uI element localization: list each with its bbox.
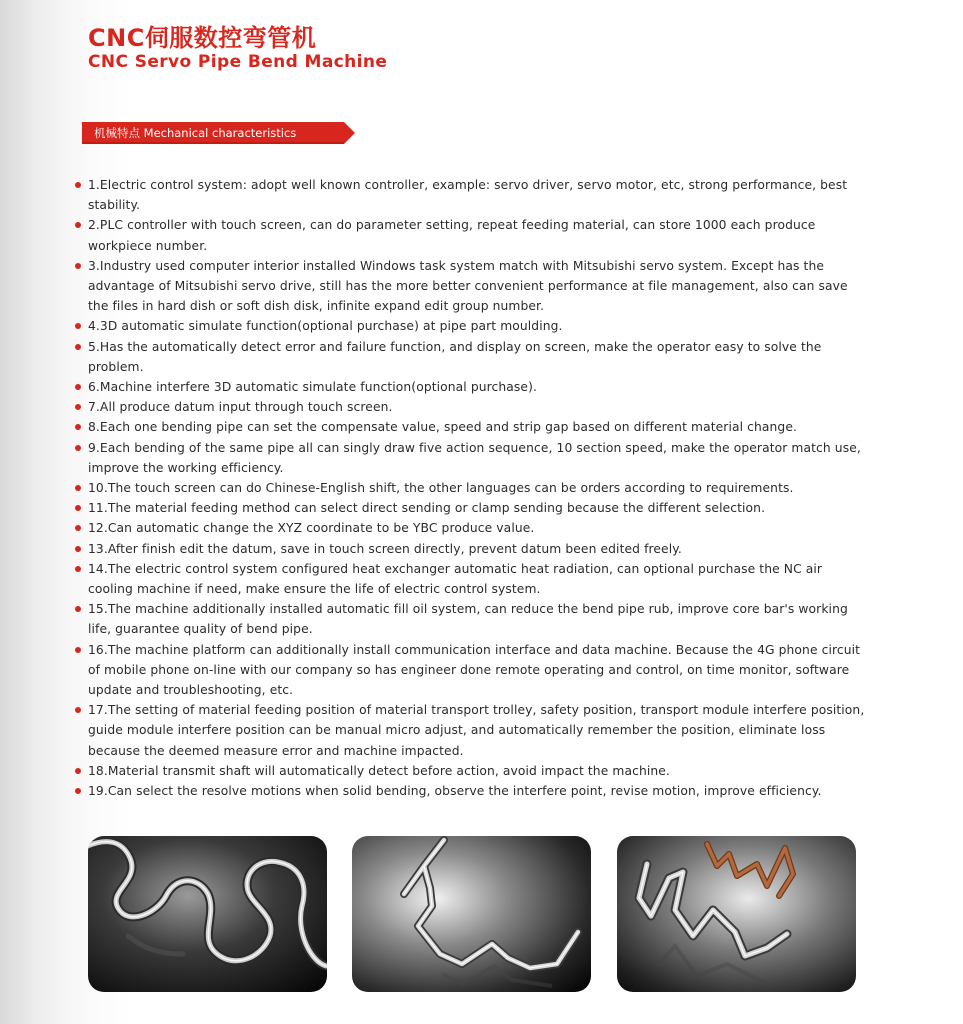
product-photo-1 <box>88 836 327 992</box>
feature-item <box>75 599 865 639</box>
feature-item <box>75 761 865 781</box>
product-photo-3 <box>617 836 856 992</box>
feature-item <box>75 640 865 701</box>
feature-text: 4.3D automatic simulate function(optional purchase) at pipe part moulding. <box>88 319 563 334</box>
feature-item <box>75 478 865 498</box>
bullet-icon <box>75 566 81 572</box>
bullet-icon <box>75 182 81 188</box>
feature-item <box>75 518 865 538</box>
section-heading: 机械特点 Mechanical characteristics <box>94 126 297 140</box>
bullet-icon <box>75 768 81 774</box>
product-photo-2 <box>352 836 591 992</box>
bullet-icon <box>75 525 81 531</box>
feature-item <box>75 397 865 417</box>
feature-item <box>75 215 865 255</box>
feature-text: 6.Machine interfere 3D automatic simulate function(optional purchase). <box>88 380 537 395</box>
bent-pipe-image <box>88 836 327 992</box>
feature-item <box>75 377 865 397</box>
feature-list <box>75 175 865 801</box>
bullet-icon <box>75 707 81 713</box>
feature-text: 13.After finish edit the datum, save in touch screen directly, prevent datum been edited freely. <box>88 541 682 556</box>
feature-item <box>75 256 865 317</box>
feature-text: 19.Can select the resolve motions when solid bending, observe the interfere point, revise motion, improve efficiency. <box>88 784 822 799</box>
feature-item <box>75 316 865 336</box>
bullet-icon <box>75 384 81 390</box>
bullet-icon <box>75 505 81 511</box>
feature-text: 3.Industry used computer interior installed Windows task system match with Mitsubishi servo system. Except has the advantage of Mitsubishi servo drive, still has the more better convenient performance at file management, also can save the files in hard dish or soft dish disk, infinite expand edit group number. <box>88 258 848 314</box>
bullet-icon <box>75 263 81 269</box>
feature-text: 5.Has the automatically detect error and failure function, and display on screen, make the operator easy to solve the problem. <box>88 339 822 374</box>
feature-item <box>75 337 865 377</box>
bullet-icon <box>75 404 81 410</box>
feature-item <box>75 417 865 437</box>
bullet-icon <box>75 323 81 329</box>
bullet-icon <box>75 222 81 228</box>
feature-item <box>75 438 865 478</box>
feature-item <box>75 498 865 518</box>
bullet-icon <box>75 344 81 350</box>
bullet-icon <box>75 788 81 794</box>
feature-text: 12.Can automatic change the XYZ coordinate to be YBC produce value. <box>88 521 535 536</box>
feature-text: 8.Each one bending pipe can set the compensate value, speed and strip gap based on different material change. <box>88 420 797 435</box>
feature-text: 2.PLC controller with touch screen, can do parameter setting, repeat feeding material, can store 1000 each produce workpiece number. <box>88 218 816 253</box>
feature-text: 17.The setting of material feeding position of material transport trolley, safety position, transport module interfere position, guide module interfere position can be manual micro adjust, and automatically remember the position, eliminate loss because the deemed measure error and machine impacted. <box>88 703 865 758</box>
feature-text: 9.Each bending of the same pipe all can singly draw five action sequence, 10 section speed, make the operator match use, improve the working efficiency. <box>88 440 861 475</box>
feature-text: 18.Material transmit shaft will automatically detect before action, avoid impact the machine. <box>88 763 670 778</box>
feature-text: 14.The electric control system configured heat exchanger automatic heat radiation, can optional purchase the NC air cooling machine if need, make ensure the life of electric control system. <box>88 561 823 597</box>
feature-item <box>75 781 865 801</box>
bullet-icon <box>75 485 81 491</box>
bullet-icon <box>75 424 81 430</box>
feature-item <box>75 539 865 559</box>
feature-item <box>75 559 865 599</box>
feature-text: 11.The material feeding method can select direct sending or clamp sending because the different selection. <box>88 501 766 516</box>
page-title-en: CNC Servo Pipe Bend Machine <box>88 52 388 72</box>
bent-pipe-image <box>617 836 856 992</box>
feature-item <box>75 700 865 761</box>
feature-text: 1.Electric control system: adopt well known controller, example: servo driver, servo motor, etc, strong performance, best stability. <box>88 178 848 213</box>
feature-item <box>75 175 865 215</box>
page-title-cn: CNC伺服数控弯管机 <box>88 24 317 52</box>
feature-text: 16.The machine platform can additionally install communication interface and data machine. Because the 4G phone circuit of mobile phone on-line with our company so has engineer done remote operating and control, on time monitor, software update and troubleshooting, etc. <box>88 642 861 698</box>
feature-text: 7.All produce datum input through touch screen. <box>88 400 393 415</box>
bent-pipe-image <box>352 836 591 992</box>
bullet-icon <box>75 445 81 451</box>
feature-text: 10.The touch screen can do Chinese-English shift, the other languages can be orders according to requirements. <box>88 481 794 496</box>
feature-text: 15.The machine additionally installed automatic fill oil system, can reduce the bend pipe rub, improve core bar's working life, guarantee quality of bend pipe. <box>88 602 848 637</box>
product-photo-row <box>88 836 856 992</box>
bullet-icon <box>75 546 81 552</box>
bullet-icon <box>75 647 81 653</box>
section-banner <box>82 122 357 144</box>
bullet-icon <box>75 606 81 612</box>
